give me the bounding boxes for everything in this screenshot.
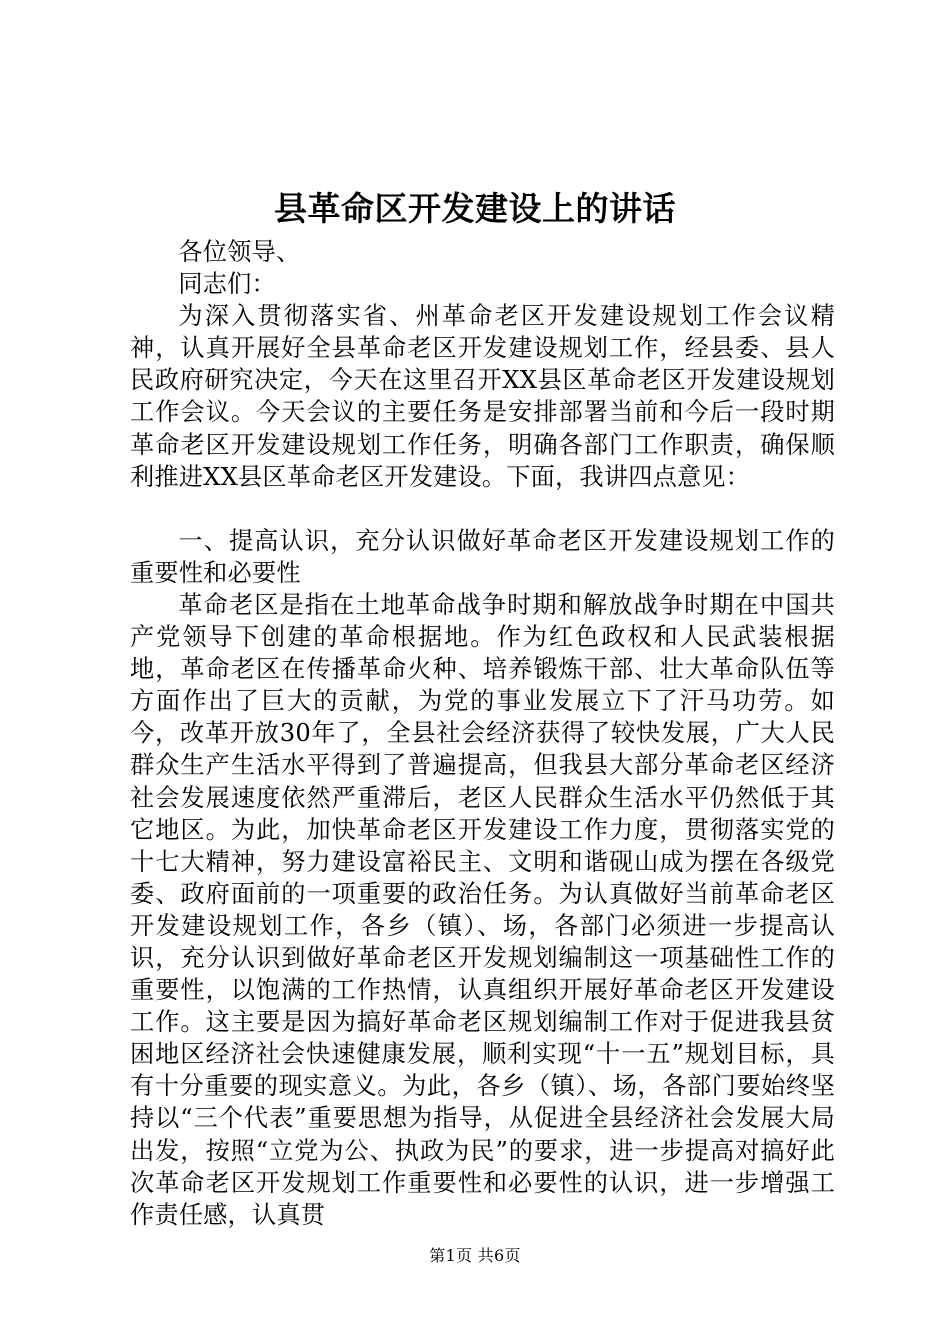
intro-paragraph: 为深入贯彻落实省、州革命老区开发建设规划工作会议精神，认真开展好全县革命老区开发建设规划工作，经县委、县人民政府研究决定，今天在这里召开XX县区革命老区开发建设规划工作会议。今天会议的主要任务是安排部署当前和今后一段时期革命老区开发建设规划工作任务，明确各部门工作职责，确保顺利推进XX县区革命老区开发建设。下面，我讲四点意见： [130,302,835,491]
document-title: 县革命区开发建设上的讲话 [274,189,676,228]
section-1-heading: 一、提高认识，充分认识做好革命老区开发建设规划工作的重要性和必要性 [130,526,835,587]
salutation-comrades: 同志们： [178,270,276,299]
document-body [130,236,835,1231]
page-number-footer: 第1页 共6页 [429,1246,521,1265]
paragraph-spacer [130,493,835,525]
section-1-body: 革命老区是指在土地革命战争时期和解放战争时期在中国共产党领导下创建的革命根据地。作为红色政权和人民武装根据地，革命老区在传播革命火种、培养锻炼干部、壮大革命队伍等方面作出了巨大的贡献，为党的事业发展立下了汗马功劳。如今，改革开放30年了，全县社会经济获得了较快发展，广大人民群众生产生活水平得到了普遍提高，但我县大部分革命老区经济社会发展速度依然严重滞后，老区人民群众生活水平仍然低于其它地区。为此，加快革命老区开发建设工作力度，贯彻落实党的十七大精神，努力建设富裕民主、文明和谐砚山成为摆在各级党委、政府面前的一项重要的政治任务。为认真做好当前革命老区开发建设规划工作，各乡（镇）、场，各部门必须进一步提高认识，充分认识到做好革命老区开发规划编制这一项基础性工作的重要性，以饱满的工作热情，认真组织开展好革命老区开发建设工作。这主要是因为搞好革命老区规划编制工作对于促进我县贫困地区经济社会快速健康发展，顺利实现“十一五”规划目标，具有十分重要的现实意义。为此，各乡（镇）、场，各部门要始终坚持以“三个代表”重要思想为指导，从促进全县经济社会发展大局出发，按照“立党为公、执政为民”的要求，进一步提高对搞好此次革命老区开发规划工作重要性和必要性的认识，进一步增强工作责任感，认真贯 [130,590,835,1229]
salutation-leaders: 各位领导、 [178,238,301,266]
